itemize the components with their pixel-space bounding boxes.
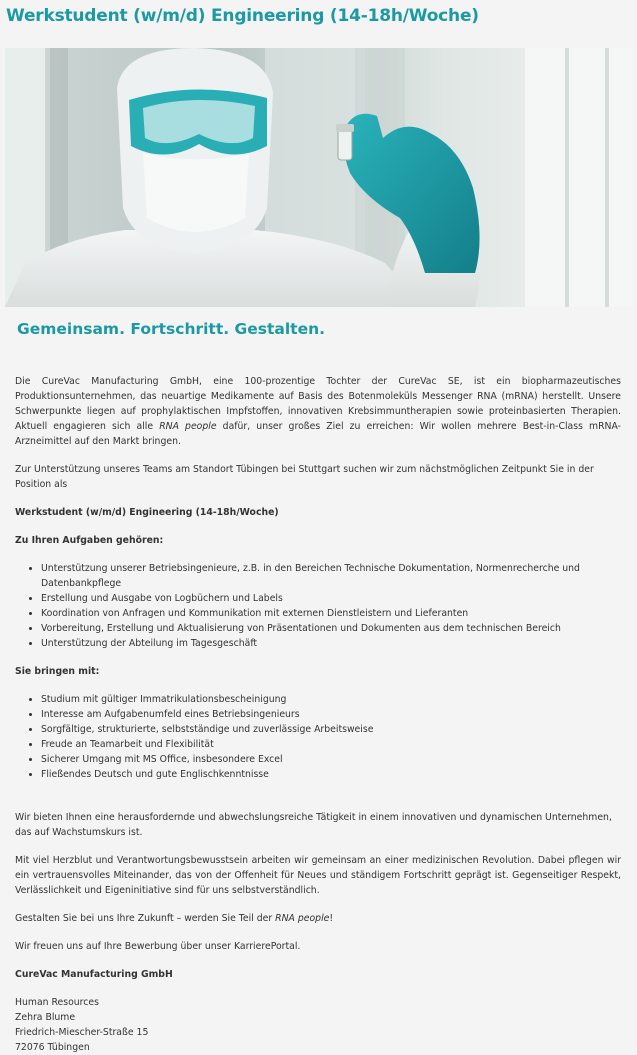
slogan: Gemeinsam. Fortschritt. Gestalten.: [17, 320, 326, 338]
contact-name: Zehra Blume: [15, 1012, 76, 1023]
skills-list: [15, 692, 621, 782]
culture-text: Mit viel Herzblut und Verantwortungsbewusstsein arbeiten wir gemeinsam an einer medizinischen Revolution. Dabei pflegen wir ein vertrauensvolles Miteinander, das von der Offenheit für Neues und ständigem Fortschritt geprägt ist. Gegenseitiger Respekt, Verlässlichkeit und Eigeninitiative sind für uns selbstverständlich.: [15, 855, 621, 896]
contact-street: Friedrich-Miescher-Straße 15: [15, 1027, 149, 1038]
company-intro: Die CureVac Manufacturing GmbH, eine 100-prozentige Tochter der CureVac SE, ist ein biopharmazeutisches Produktionsunternehmen, das neuartige Medikamente auf Basis des Botenmoleküls Messenger RNA (mRNA) herstellt. Unsere Schwerpunkte liegen auf prophylaktischen Impfstoffen, innovativen Krebsimmuntherapien sowie proteinbasierten Therapien. Aktuell engagieren sich alle RNA people dafür, unser großes Ziel zu erreichen: Wir wollen mehrere Best-in-Class mRNA-Arzneimittel auf den Markt bringen.: [15, 376, 621, 447]
list-item: • Interesse am Aufgabenumfeld eines Betriebsingenieurs: [41, 707, 621, 722]
list-item: • Koordination von Anfragen und Kommunikation mit externen Dienstleistern und Lieferanten: [41, 606, 621, 621]
contact-department: Human Resources: [15, 997, 99, 1008]
position-title: Werkstudent (w/m/d) Engineering (14-18h/Woche): [15, 507, 279, 518]
contact-block: [15, 995, 621, 1055]
list-item: • Freude an Teamarbeit und Flexibilität: [41, 737, 621, 752]
job-description: [15, 374, 621, 1055]
list-item: • Sorgfältige, strukturierte, selbstständige und zuverlässige Arbeitsweise: [41, 722, 621, 737]
tasks-heading: Zu Ihren Aufgaben gehören:: [15, 535, 164, 546]
job-title: Werkstudent (w/m/d) Engineering (14-18h/Woche): [6, 6, 479, 26]
list-item: • Studium mit gültiger Immatrikulationsbescheinigung: [41, 692, 621, 707]
list-item: • Fließendes Deutsch und gute Englischkenntnisse: [41, 767, 621, 782]
list-item: • Sicherer Umgang mit MS Office, insbesondere Excel: [41, 752, 621, 767]
company-name: CureVac Manufacturing GmbH: [15, 969, 173, 980]
list-item: • Erstellung und Ausgabe von Logbüchern und Labels: [41, 591, 621, 606]
search-text: Zur Unterstützung unseres Teams am Standort Tübingen bei Stuttgart suchen wir zum nächstmöglichen Zeitpunkt Sie in der Position als: [15, 464, 594, 490]
list-item: • Unterstützung unserer Betriebsingenieure, z.B. in den Bereichen Technische Dokumentation, Normenrecherche und Datenbankpflege: [41, 561, 621, 591]
hero-image: [5, 48, 632, 307]
skills-heading: Sie bringen mit:: [15, 666, 100, 677]
lab-scientist-illustration: [5, 48, 632, 307]
offer-text: Wir bieten Ihnen eine herausfordernde und abwechslungsreiche Tätigkeit in einem innovativen und dynamischen Unternehmen, das auf Wachstumskurs ist.: [15, 812, 612, 838]
apply-text: Wir freuen uns auf Ihre Bewerbung über unser KarrierePortal.: [15, 941, 301, 952]
list-item: • Vorbereitung, Erstellung und Aktualisierung von Präsentationen und Dokumenten aus dem technischen Bereich: [41, 621, 621, 636]
contact-city: 72076 Tübingen: [15, 1042, 90, 1053]
future-text: Gestalten Sie bei uns Ihre Zukunft – werden Sie Teil der RNA people!: [15, 913, 334, 924]
list-item: • Unterstützung der Abteilung im Tagesgeschäft: [41, 636, 621, 651]
tasks-list: [15, 561, 621, 651]
